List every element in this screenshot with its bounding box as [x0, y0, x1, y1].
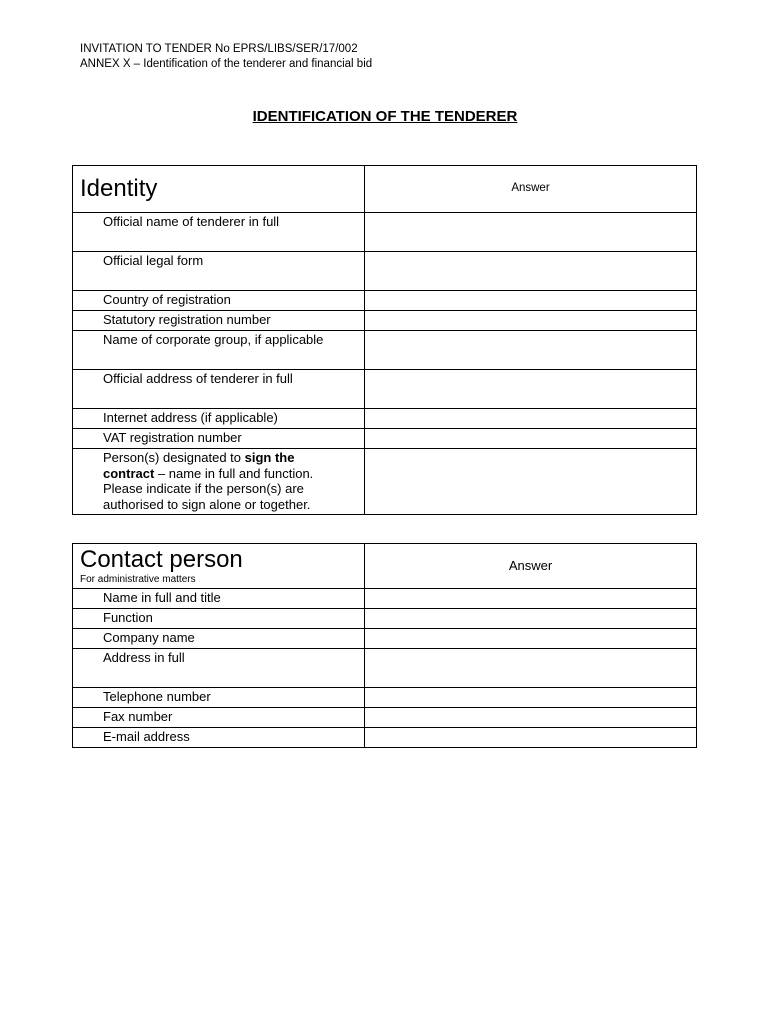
header-annex-title: ANNEX X – Identification of the tenderer and financial bid — [80, 57, 373, 70]
answer-cell[interactable] — [365, 252, 697, 291]
row-label: Fax number — [73, 708, 365, 728]
answer-cell[interactable] — [365, 449, 697, 515]
answer-cell[interactable] — [365, 409, 697, 429]
contact-answer-header: Answer — [365, 544, 697, 589]
table-row — [73, 331, 697, 370]
row-label: Address in full — [73, 649, 365, 688]
answer-cell[interactable] — [365, 213, 697, 252]
identity-heading-cell — [73, 166, 365, 213]
answer-cell[interactable] — [365, 649, 697, 688]
table-row — [73, 728, 697, 748]
row-label: VAT registration number — [73, 429, 365, 449]
identity-answer-header: Answer — [365, 166, 697, 213]
answer-cell[interactable] — [365, 688, 697, 708]
row-label: Function — [73, 609, 365, 629]
page-title: IDENTIFICATION OF THE TENDERER — [252, 108, 518, 125]
identity-heading: Identity — [80, 175, 158, 202]
row-label: Telephone number — [73, 688, 365, 708]
row-label: Country of registration — [73, 291, 365, 311]
table-row — [73, 311, 697, 331]
row-label: Name in full and title — [73, 589, 365, 609]
table-row — [73, 252, 697, 291]
answer-cell[interactable] — [365, 291, 697, 311]
answer-cell[interactable] — [365, 728, 697, 748]
contact-heading-cell — [73, 544, 365, 589]
answer-cell[interactable] — [365, 311, 697, 331]
row-label: E-mail address — [73, 728, 365, 748]
row-label: Name of corporate group, if applicable — [73, 331, 365, 370]
contact-header-row — [73, 544, 697, 589]
answer-cell[interactable] — [365, 589, 697, 609]
table-row — [73, 609, 697, 629]
row-label: Official legal form — [73, 252, 365, 291]
signatory-bold: sign the contract — [103, 450, 295, 481]
table-row — [73, 213, 697, 252]
signatory-prefix: Person(s) designated to — [103, 450, 245, 465]
answer-cell[interactable] — [365, 331, 697, 370]
row-label: Company name — [73, 629, 365, 649]
signatory-suffix: – name in full and function. Please indicate if the person(s) are authorised to sign alone or together. — [103, 465, 314, 512]
contact-heading: Contact person — [80, 546, 243, 573]
table-row — [73, 449, 697, 515]
answer-cell[interactable] — [365, 609, 697, 629]
table-row — [73, 629, 697, 649]
identity-header-row — [73, 166, 697, 213]
table-row — [73, 291, 697, 311]
table-row — [73, 409, 697, 429]
answer-cell[interactable] — [365, 708, 697, 728]
row-label: Statutory registration number — [73, 311, 365, 331]
row-label-signatory — [73, 449, 365, 515]
answer-cell[interactable] — [365, 629, 697, 649]
answer-cell[interactable] — [365, 429, 697, 449]
contact-subheading: For administrative matters — [80, 574, 196, 585]
table-row — [73, 708, 697, 728]
document-header — [80, 42, 372, 71]
row-label: Official address of tenderer in full — [73, 370, 365, 409]
table-row — [73, 649, 697, 688]
header-tender-reference: INVITATION TO TENDER No EPRS/LIBS/SER/17/002 — [80, 43, 358, 55]
table-row — [73, 589, 697, 609]
row-label: Internet address (if applicable) — [73, 409, 365, 429]
table-row — [73, 688, 697, 708]
row-label: Official name of tenderer in full — [73, 213, 365, 252]
table-row — [73, 429, 697, 449]
answer-cell[interactable] — [365, 370, 697, 409]
identity-table — [72, 165, 697, 515]
table-row — [73, 370, 697, 409]
contact-person-table — [72, 543, 697, 748]
